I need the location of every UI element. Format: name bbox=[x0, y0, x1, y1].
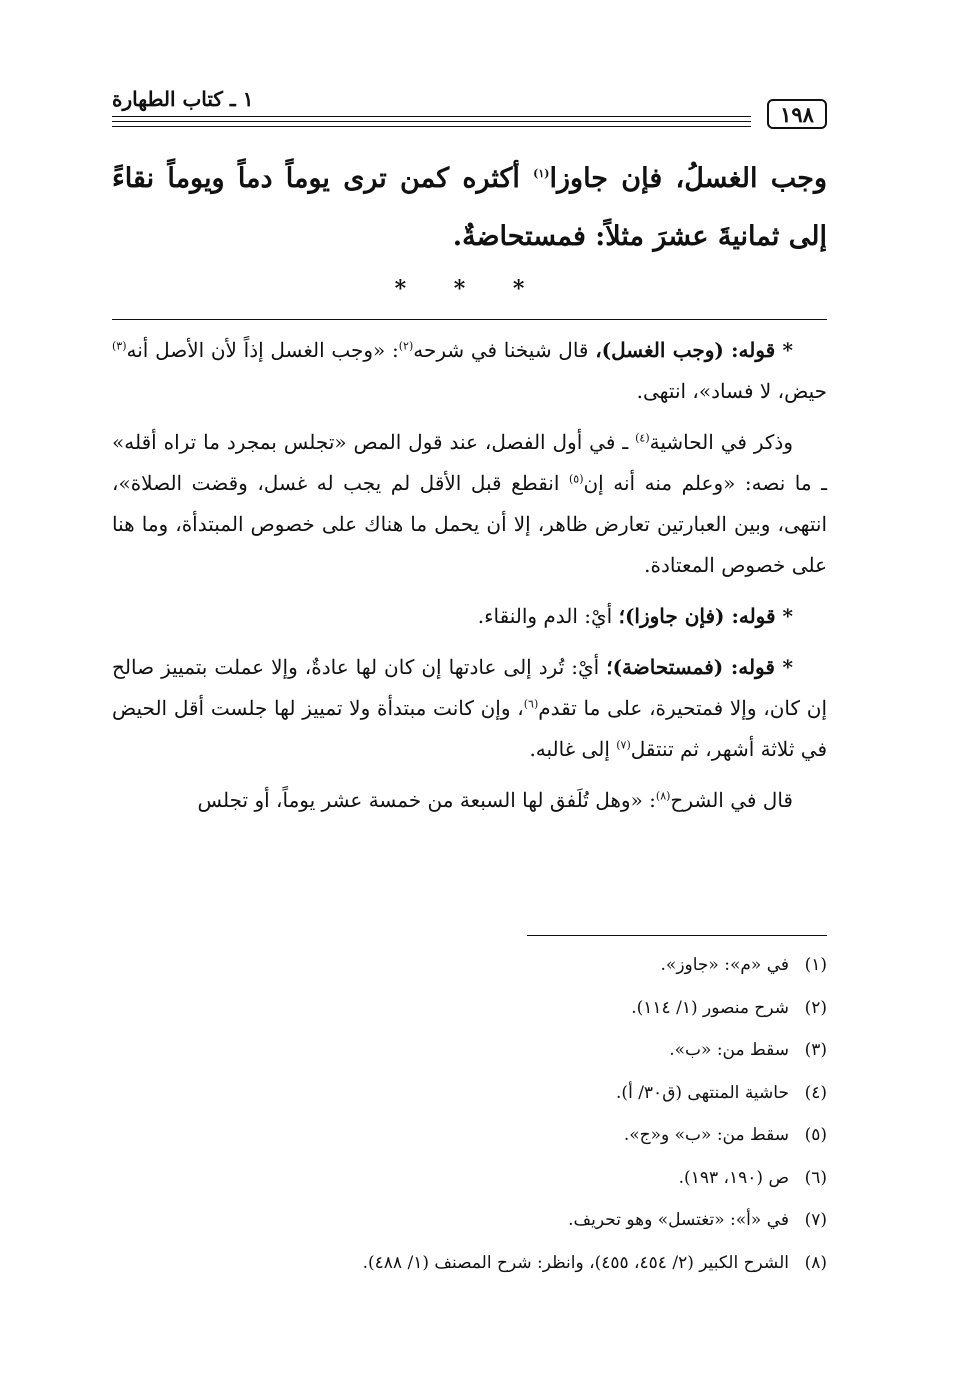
footnote bbox=[187, 1072, 827, 1115]
text-run: : «وجب الغسل إذاً لأن الأصل أنه bbox=[126, 338, 399, 362]
header-rule bbox=[112, 121, 751, 122]
footnote bbox=[187, 944, 827, 987]
footnote-ref: (٦) bbox=[523, 697, 539, 711]
footnote-number: (٤) bbox=[804, 1082, 827, 1103]
footnote-divider bbox=[527, 935, 827, 936]
header-rule bbox=[112, 126, 751, 127]
page-header bbox=[112, 87, 827, 139]
main-text bbox=[112, 150, 827, 266]
footnote bbox=[187, 1242, 827, 1285]
lemma: قوله: (وجب الغسل)، bbox=[595, 338, 776, 362]
footnote-text: ص (١٩٠، ١٩٣). bbox=[678, 1167, 789, 1188]
footnote-number: (٥) bbox=[804, 1125, 827, 1145]
footnote-number: (٢) bbox=[804, 997, 827, 1018]
commentary bbox=[112, 330, 827, 831]
star-marker: * bbox=[775, 604, 793, 628]
text-run: قال شيخنا في شرحه bbox=[413, 338, 596, 362]
text-run: وذكر في الحاشية bbox=[649, 430, 793, 454]
footnote-text: الشرح الكبير (٢/ ٤٥٤، ٤٥٥)، وانظر: شرح المصنف (١/ ٤٨٨). bbox=[362, 1252, 789, 1273]
footnote-number: (٧) bbox=[804, 1210, 827, 1230]
main-text-part: وجب الغسلُ، فإن جاوزا bbox=[549, 163, 828, 194]
footnote-ref: (٣) bbox=[112, 339, 127, 353]
commentary-paragraph bbox=[112, 647, 827, 770]
footnote-ref: (١) bbox=[533, 167, 550, 180]
footnote bbox=[187, 1114, 827, 1157]
section-separator: * * * bbox=[394, 276, 545, 302]
footnote-number: (٨) bbox=[804, 1252, 827, 1273]
footnote bbox=[187, 1199, 827, 1242]
text-run: أيْ: الدم والنقاء. bbox=[477, 604, 619, 628]
text-run: أيْ: تُرد إلى عادتها إن كان لها عادةٌ، وإلا عملت بتمييز صالح إن كان، وإلا فمتحيرة، على ما تقدم bbox=[112, 655, 828, 720]
footnote bbox=[187, 1029, 827, 1072]
text-run: انقطع قبل الأقل لم يجب له غسل، وقضت الصلاة»، انتهى، وبين العبارتين تعارض ظاهر، إلا أن يحمل ما هناك على خصوص المبتدأة، وما هنا على خصوص المعتادة. bbox=[112, 471, 827, 577]
footnote bbox=[187, 1157, 827, 1200]
commentary-paragraph bbox=[112, 780, 827, 821]
footnote-ref: (٧) bbox=[616, 738, 631, 752]
footnote-number: (٦) bbox=[804, 1167, 827, 1188]
commentary-paragraph bbox=[112, 596, 827, 637]
section-divider bbox=[112, 319, 827, 320]
footnote bbox=[187, 987, 827, 1030]
page-number: ١٩٨ bbox=[767, 99, 827, 129]
footnote-text: شرح منصور (١/ ١١٤). bbox=[631, 997, 789, 1018]
text-run: إلى غالبه. bbox=[529, 737, 617, 761]
footnote-ref: (٢) bbox=[398, 339, 414, 353]
commentary-paragraph bbox=[112, 422, 827, 586]
footnote-number: (٣) bbox=[804, 1040, 827, 1060]
text-run: : «وهل تُلَفق لها السبعة من خمسة عشر يوماً، أو تجلس bbox=[197, 788, 656, 812]
star-marker: * bbox=[774, 655, 794, 679]
text-run: ـ في أول الفصل، عند قول المص «تجلس بمجرد ما تراه أقله» ـ ما نصه: «وعلم منه أنه إن bbox=[112, 430, 827, 495]
text-run: ، وإن كانت مبتدأة ولا تمييز لها جلست أقل الحيض في ثلاثة أشهر، ثم تنتقل bbox=[112, 696, 827, 761]
footnote-number: (١) bbox=[804, 955, 827, 975]
footnote-text: في «أ»: «تغتسل» وهو تحريف. bbox=[568, 1210, 789, 1230]
footnotes bbox=[187, 944, 827, 1284]
main-text-part: أكثره كمن ترى يوماً دماً ويوماً نقاءً إلى ثمانيةَ عشرَ مثلاً: فمستحاضةٌ. bbox=[112, 163, 827, 252]
text-run: قال في الشرح bbox=[670, 788, 793, 812]
footnote-ref: (٤) bbox=[635, 431, 650, 445]
lemma: قوله: (فإن جاوزا)؛ bbox=[618, 604, 776, 628]
footnote-ref: (٨) bbox=[655, 789, 671, 803]
footnote-text: حاشية المنتهى (ق٣٠/ أ). bbox=[616, 1082, 789, 1103]
footnote-text: سقط من: «ب» و«ج». bbox=[623, 1125, 789, 1145]
chapter-title: ١ ـ كتاب الطهارة bbox=[112, 87, 257, 111]
header-rule bbox=[112, 116, 751, 117]
footnote-text: في «م»: «جاوز». bbox=[660, 955, 789, 975]
text-run: حيض، لا فساد»، انتهى. bbox=[636, 379, 827, 403]
footnote-ref: (٥) bbox=[568, 472, 584, 486]
commentary-paragraph bbox=[112, 330, 827, 412]
lemma: قوله: (فمستحاضة)؛ bbox=[606, 655, 775, 679]
star-marker: * bbox=[775, 338, 794, 362]
footnote-text: سقط من: «ب». bbox=[669, 1040, 789, 1060]
